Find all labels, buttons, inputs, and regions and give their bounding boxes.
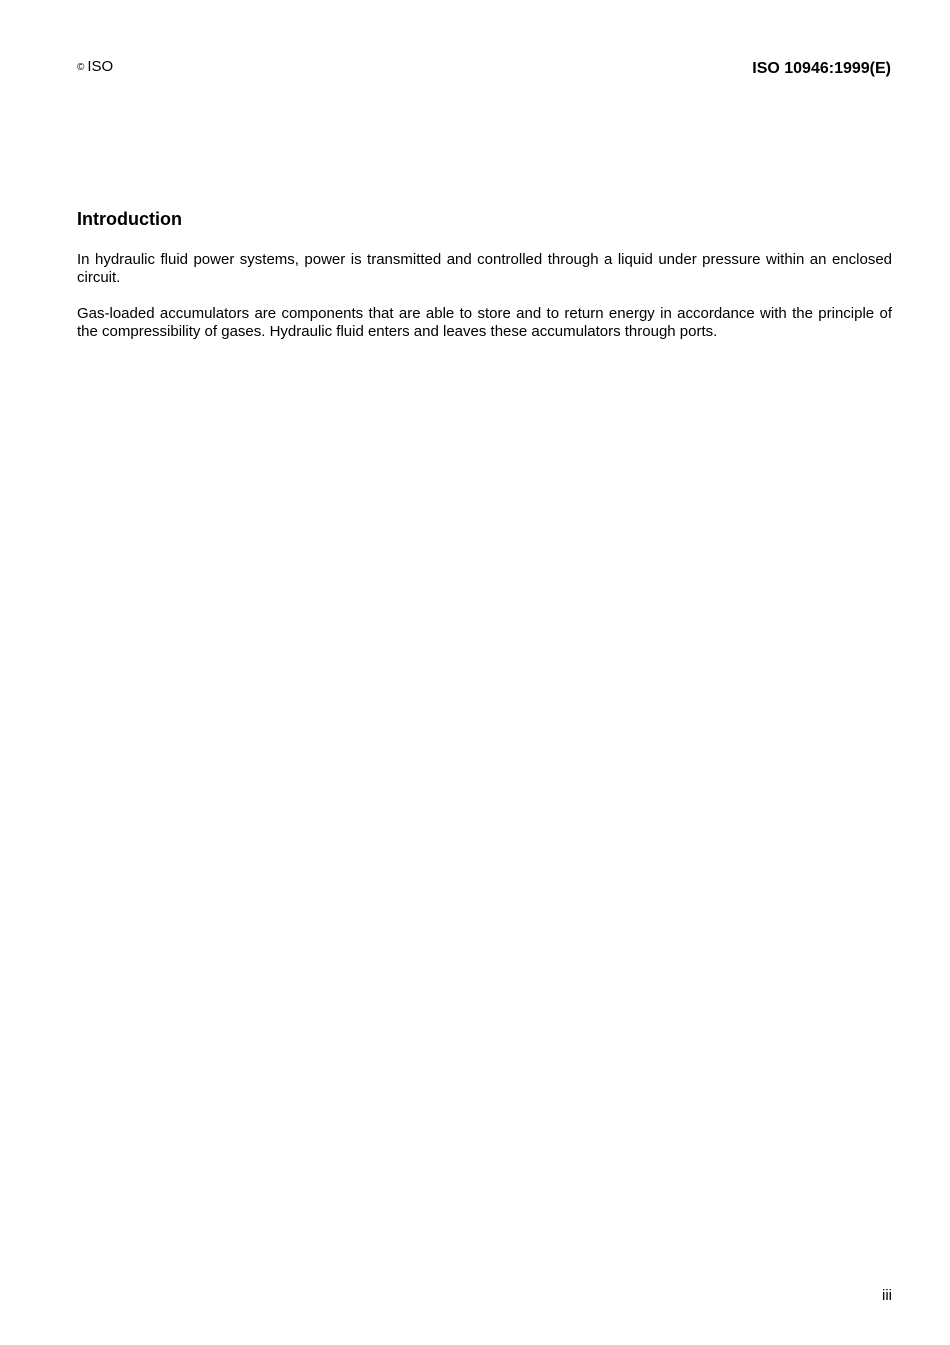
section-title: Introduction [77,209,182,229]
introduction-paragraph-1: In hydraulic fluid power systems, power is transmitted and controlled through a liquid under pressure within an enclosed circuit. [77,251,892,286]
standard-identifier: ISO 10946:1999(E) [752,60,891,77]
introduction-paragraph-2: Gas-loaded accumulators are components that are able to store and to return energy in accordance with the principle of the compressibility of gases. Hydraulic fluid enters and leaves these accumulators through ports. [77,305,892,340]
copyright-symbol: © [77,62,85,73]
copyright-organization: ISO [87,58,114,75]
page-number: iii [882,1287,892,1304]
copyright-notice [77,58,113,77]
